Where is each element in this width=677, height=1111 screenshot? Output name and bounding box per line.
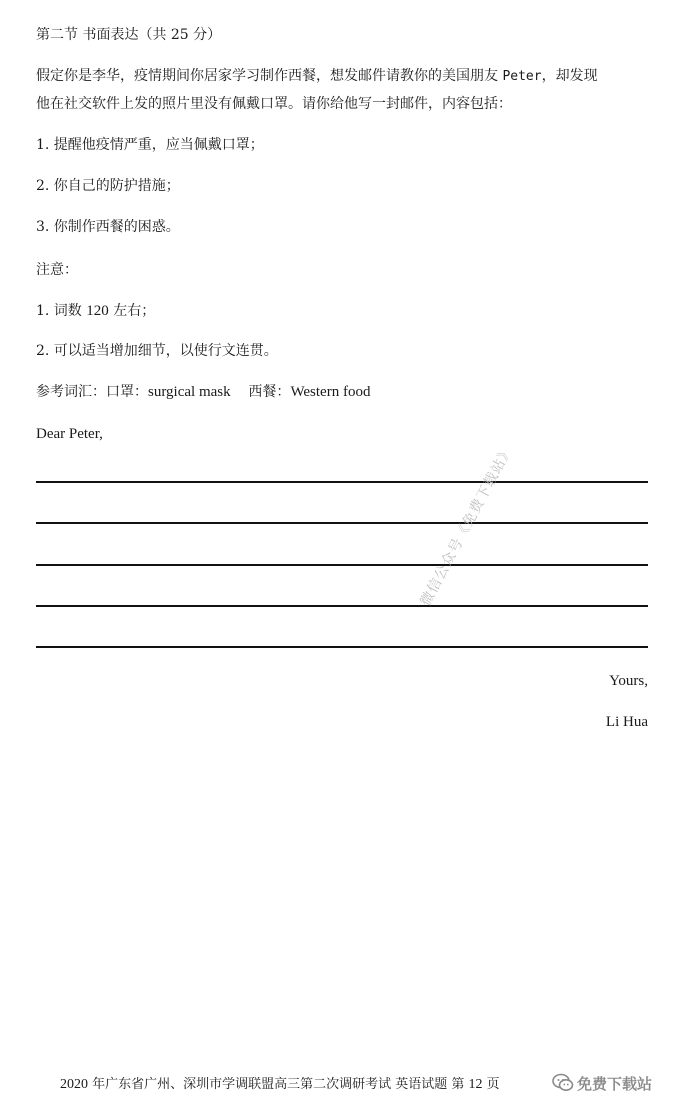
letter-signature: Li Hua (605, 714, 648, 730)
writing-line[interactable] (36, 646, 648, 648)
intro-line-1: 假定你是李华，疫情期间你居家学习制作西餐，想发邮件请教你的美国朋友 Peter，却发现 (36, 68, 598, 84)
watermark: 微信公众号《免费下载站》 (417, 442, 517, 609)
writing-line[interactable] (36, 564, 648, 566)
brand-text: 免费下载站 (577, 1074, 653, 1093)
requirement-item: 2. 你自己的防护措施； (36, 178, 180, 194)
wechat-bubble-icon (552, 1072, 574, 1094)
writing-line[interactable] (36, 605, 648, 607)
page-footer: 2020 年广东省广州、深圳市学调联盟高三第二次调研考试 英语试题 第 12 页 (60, 1077, 500, 1092)
letter-closing: Yours, (609, 673, 648, 689)
intro-line-2: 他在社交软件上发的照片里没有佩戴口罩。请你给他写一封邮件，内容包括： (36, 96, 512, 112)
friend-name: Peter (502, 69, 542, 84)
notes-label: 注意： (36, 262, 78, 278)
note-item: 2. 可以适当增加细节，以使行文连贯。 (36, 343, 278, 359)
brand-badge (548, 1070, 656, 1096)
reference-vocabulary: 参考词汇：口罩：surgical mask 西餐：Western food (36, 384, 371, 400)
writing-line[interactable] (36, 481, 648, 483)
requirement-item: 1. 提醒他疫情严重，应当佩戴口罩； (36, 137, 264, 153)
requirement-item: 3. 你制作西餐的困惑。 (36, 219, 180, 235)
letter-greeting: Dear Peter, (36, 426, 103, 442)
writing-line[interactable] (36, 522, 648, 524)
note-item: 1. 词数 120 左右； (36, 303, 156, 319)
section-title: 第二节 书面表达（共 25 分） (36, 27, 222, 43)
